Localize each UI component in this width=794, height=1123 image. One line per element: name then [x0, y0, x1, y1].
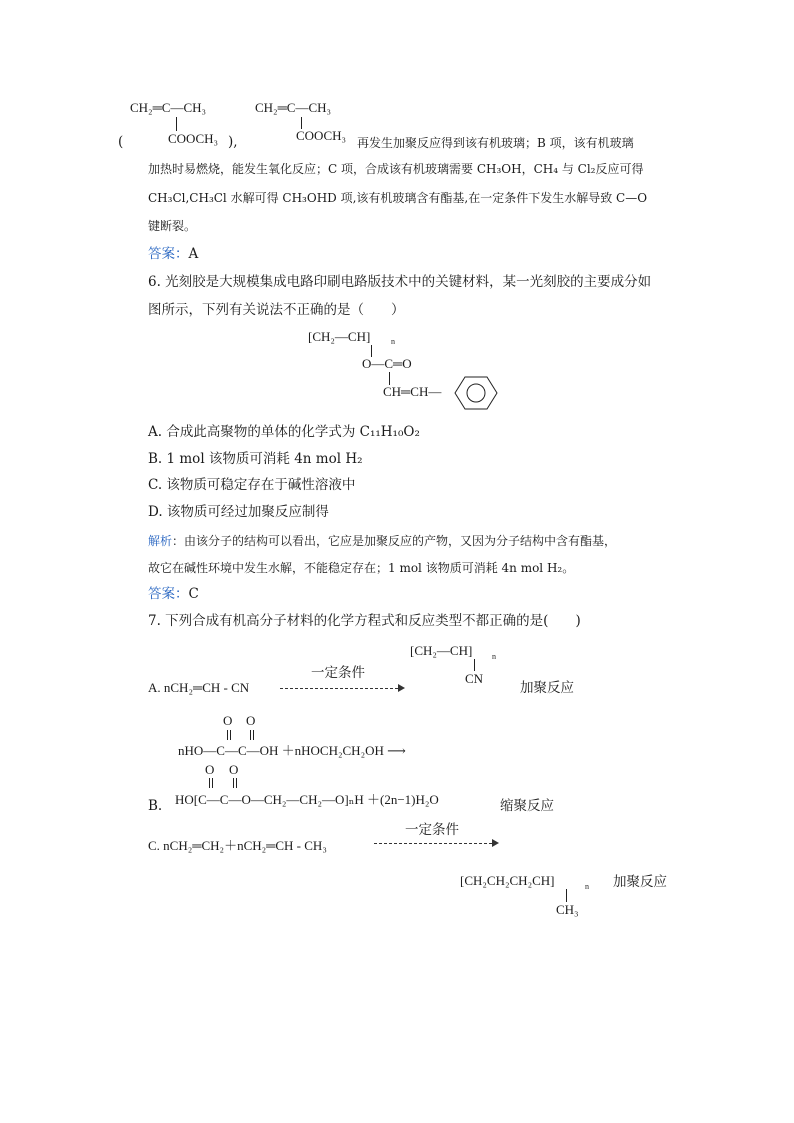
q7b-prod-o2: O: [229, 762, 239, 777]
q6-analysis-line2: 故它在碱性环境中发生水解，不能稳定存在；1 mol 该物质可消耗 4n mol H₂。: [148, 561, 575, 575]
q7a-reactant: [148, 680, 249, 696]
answer6-label: 答案：: [148, 586, 189, 602]
q6-option-b: B. 1 mol 该物质可消耗 4n mol H₂: [148, 451, 363, 467]
answer5-value: A: [188, 246, 199, 262]
q6-option-c: C. 该物质可稳定存在于碱性溶液中: [148, 477, 356, 493]
q7a-condition: 一定条件: [311, 665, 365, 681]
q7a-arrow-head-icon: [398, 684, 405, 692]
formula2-sub: COOCH₃: [296, 128, 347, 143]
q6-option-d: D. 该物质可经过加聚反应制得: [148, 504, 329, 520]
paren-open: (: [118, 134, 124, 150]
q6-analysis-text1: ：由该分子的结构可以看出，它应是加聚反应的产物，又因为分子结构中含有酯基，: [172, 534, 617, 548]
q6-n: n: [391, 337, 395, 346]
formula1-bond: [176, 117, 177, 131]
q7a-type: 加聚反应: [520, 680, 574, 696]
paren-close: ),: [228, 134, 238, 150]
q7a-arrow-line: [280, 688, 398, 689]
formula1-top: CH₂═C—CH₃: [130, 100, 207, 115]
q7b-type: 缩聚反应: [500, 798, 554, 814]
q7a-label: A.: [148, 680, 164, 695]
q7c-arrow-line: [374, 843, 492, 844]
q6-vinyl: CH═CH—: [383, 384, 442, 399]
answer6-value: C: [188, 586, 199, 602]
formula2-top: CH₂═C—CH₃: [255, 100, 332, 115]
q7a-product-main: [CH₂—CH]: [410, 643, 473, 658]
q6-ester: O—C═O: [362, 356, 412, 371]
q6-backbone: [CH₂—CH]: [308, 329, 371, 344]
answer6: [148, 585, 199, 603]
q7b-prod-double-bond1: [209, 778, 213, 788]
text-line3: CH₃Cl,CH₃Cl 水解可得 CH₃OHD 项,该有机玻璃含有酯基,在一定条件下发生水解导致 C—O: [148, 191, 648, 205]
q7b-prod-double-bond2: [233, 778, 237, 788]
text-line2: 加热时易燃烧，能发生氧化反应；C 项，合成该有机玻璃需要 CH₃OH，CH₄ 与 Cl₂反应可得: [148, 162, 644, 176]
text-line1-tail: 再发生加聚反应得到该有机玻璃；B 项，该有机玻璃: [357, 136, 634, 150]
text-line4: 键断裂。: [148, 219, 197, 233]
answer5: [148, 245, 198, 263]
q7c-product-bond: [566, 889, 567, 902]
q7c-type: 加聚反应: [613, 874, 667, 890]
q7a-reactant-text: nCH₂═CH - CN: [163, 680, 250, 695]
q6-analysis-line1: [148, 532, 616, 550]
q6-analysis-label: 解析: [148, 534, 173, 548]
benzene-ring-icon: [455, 375, 497, 411]
q7a-product-bond: [474, 659, 475, 671]
q7b-prod-o1: O: [205, 762, 215, 777]
q6-option-a: A. 合成此高聚物的单体的化学式为 C₁₁H₁₀O₂: [148, 424, 420, 440]
q7c-product-sub: CH₃: [556, 902, 579, 917]
q7b-o2: O: [246, 713, 256, 728]
q7b-reactant-line: nHO—C—C—OH ＋nHOCH₂CH₂OH ⟶: [178, 743, 406, 758]
q7c-product-main: [CH₂CH₂CH₂CH]: [460, 873, 555, 888]
q7a-product-sub: CN: [465, 671, 484, 686]
q7b-product-line: HO[C—C—O—CH₂—CH₂—O]ₙH ＋(2n−1)H₂O: [175, 792, 439, 807]
q7c-product-n: n: [585, 882, 589, 891]
formula1-sub: COOCH₃: [168, 131, 219, 146]
q7c-condition: 一定条件: [405, 822, 459, 838]
q7c-reactant: [148, 835, 327, 854]
q7b-o1: O: [223, 713, 233, 728]
q6-stem-line1: 6. 光刻胶是大规模集成电路印刷电路版技术中的关键材料，某一光刻胶的主要成分如: [148, 274, 652, 290]
answer5-label: 答案：: [148, 246, 189, 262]
q7-stem: 7. 下列合成有机高分子材料的化学方程式和反应类型不都正确的是( ): [148, 613, 581, 629]
q7c-label: C.: [148, 838, 164, 853]
q7c-reactant-text: nCH₂═CH₂＋nCH₂═CH - CH₃: [163, 838, 327, 853]
q7a-product-n: n: [492, 652, 496, 661]
q6-stem-line2: 图所示，下列有关说法不正确的是（ ）: [148, 302, 405, 318]
q7b-double-bond2: [250, 730, 254, 740]
q7c-arrow-head-icon: [492, 839, 499, 847]
q7b-double-bond1: [227, 730, 231, 740]
q7b-label: B.: [148, 798, 163, 814]
